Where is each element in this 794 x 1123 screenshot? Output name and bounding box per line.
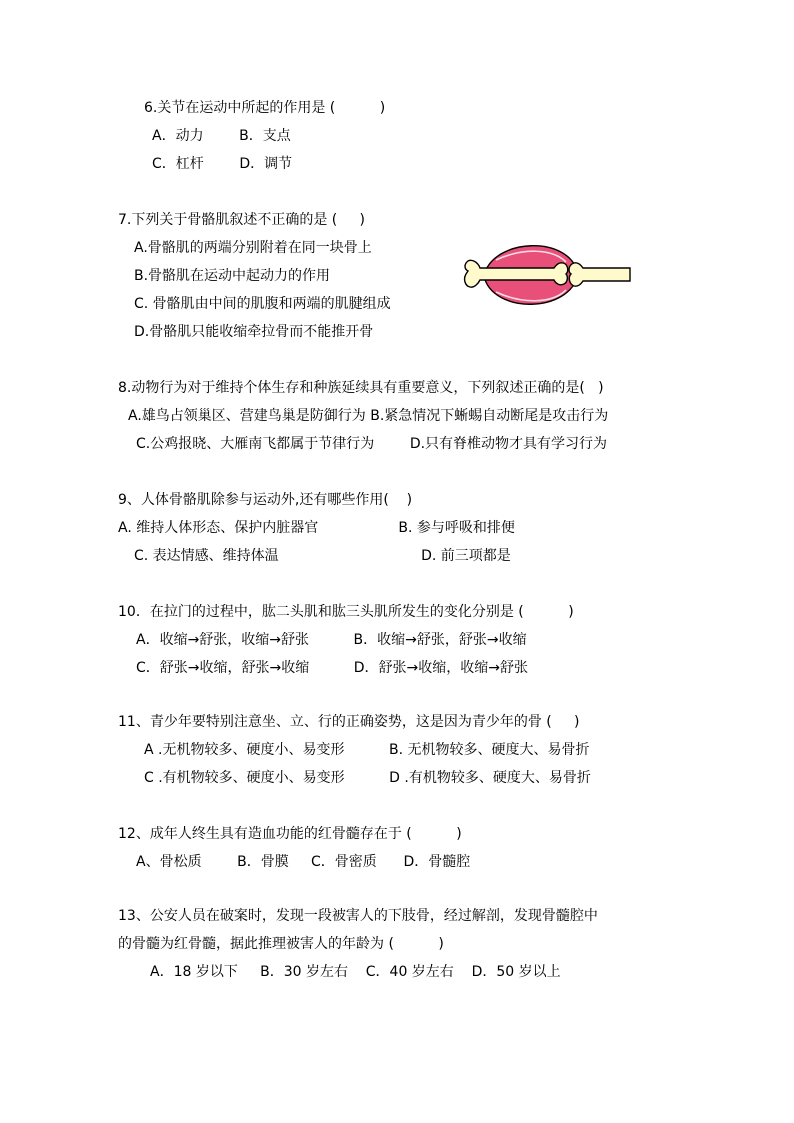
question-6-options-row-2: C．杠杆 D．调节 — [152, 156, 293, 172]
question-12-options-row: A、骨松质 B．骨膜 C．骨密质 D．骨髓腔 — [136, 854, 471, 870]
question-9-options-row-1: A. 维持人体形态、保护内脏器官 B. 参与呼吸和排便 — [118, 520, 515, 536]
question-11-stem: 11、青少年要特别注意坐、立、行的正确姿势，这是因为青少年的骨 ( ) — [118, 714, 580, 730]
question-9-options-row-2: C. 表达情感、维持体温 D. 前三项都是 — [134, 548, 511, 564]
question-6-stem: 6.关节在运动中所起的作用是 ( ) — [144, 100, 386, 116]
question-7-option-c: C. 骨骼肌由中间的肌腹和两端的肌腱组成 — [134, 296, 391, 312]
question-11-options-row-1: A .无机物较多、硬度小、易变形 B. 无机物较多、硬度大、易骨折 — [144, 742, 590, 758]
question-7-option-a: A.骨骼肌的两端分别附着在同一块骨上 — [134, 240, 372, 256]
question-7-option-d: D.骨骼肌只能收缩牵拉骨而不能推开骨 — [134, 324, 374, 340]
question-12-stem: 12、成年人终生具有造血功能的红骨髓存在于 ( ) — [118, 826, 462, 842]
question-6-options-row-1: A．动力 B．支点 — [152, 128, 291, 144]
question-10-options-row-2: C．舒张→收缩，舒张→收缩 D．舒张→收缩，收缩→舒张 — [136, 660, 528, 676]
right-bone-shape — [569, 263, 630, 286]
question-13-stem-line-2: 的骨髓为红骨髓，据此推理被害人的年龄为 ( ) — [118, 936, 444, 952]
question-13-options-row: A．18 岁以下 B．30 岁左右 C．40 岁左右 D．50 岁以上 — [150, 964, 561, 980]
question-7-option-b: B.骨骼肌在运动中起动力的作用 — [134, 268, 331, 284]
question-11-options-row-2: C .有机物较多、硬度小、易变形 D .有机物较多、硬度大、易骨折 — [144, 770, 591, 786]
question-10-stem: 10．在拉门的过程中，肱二头肌和肱三头肌所发生的变化分别是 ( ) — [118, 604, 574, 620]
question-7-stem: 7.下列关于骨骼肌叙述不正确的是 ( ) — [118, 212, 365, 228]
bone-joint-muscle-icon — [462, 234, 632, 318]
question-10-options-row-1: A．收缩→舒张，收缩→舒张 B．收缩→舒张，舒张→收缩 — [136, 632, 527, 648]
question-8-stem: 8.动物行为对于维持个体生存和种族延续具有重要意义，下列叙述正确的是( ) — [118, 380, 604, 396]
bone-joint-muscle-illustration — [462, 234, 632, 318]
question-13-stem-line-1: 13、公安人员在破案时，发现一段被害人的下肢骨，经过解剖，发现骨髓腔中 — [118, 908, 598, 924]
question-8-options-row-1: A.雄鸟占领巢区、营建鸟巢是防御行为 B.紧急情况下蜥蜴自动断尾是攻击行为 — [128, 408, 609, 424]
question-8-options-row-2: C.公鸡报晓、大雁南飞都属于节律行为 D.只有脊椎动物才具有学习行为 — [136, 436, 608, 452]
question-9-stem: 9、人体骨骼肌除参与运动外,还有哪些作用( ) — [118, 492, 413, 508]
